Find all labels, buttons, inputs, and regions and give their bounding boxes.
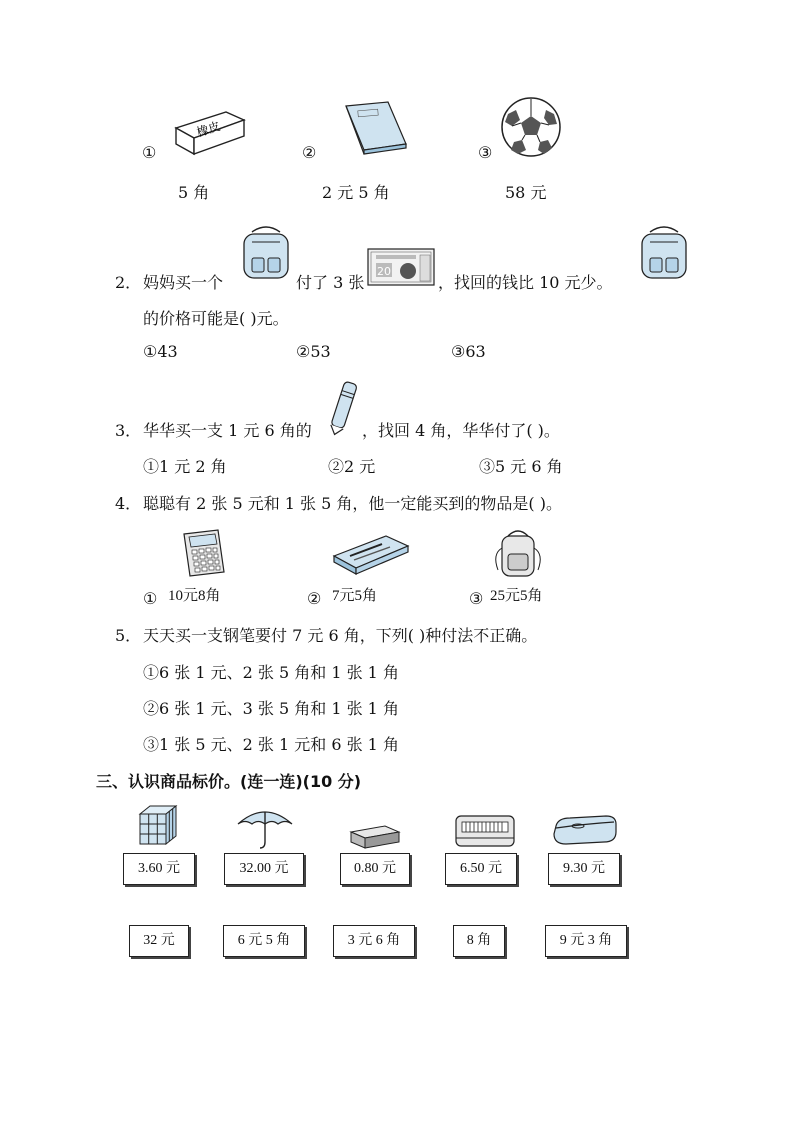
q5-text: 天天买一支钢笔要付 7 元 6 角，下列( )种付法不正确。: [143, 626, 538, 645]
q3-number: 3．: [115, 421, 142, 440]
q3-option-1: ①1 元 2 角: [143, 457, 227, 476]
q4-number: 4．: [115, 494, 142, 513]
q5-number: 5．: [115, 626, 142, 645]
q3-option-3: ③5 元 6 角: [479, 457, 563, 476]
backpack-icon-2: [636, 222, 692, 282]
soccer-ball-icon: [500, 96, 562, 158]
umbrella-icon: [234, 802, 296, 850]
q2-text-a: 妈妈买一个: [143, 273, 224, 292]
q2-text-c: ，找回的钱比 10 元少。: [438, 273, 613, 292]
banknote-icon: [366, 245, 438, 289]
q5-option-2: ②6 张 1 元、3 张 5 角和 1 张 1 角: [143, 699, 399, 718]
eraser-label: 橡皮: [194, 118, 223, 140]
upper-price-box-2[interactable]: 32.00 元: [224, 853, 304, 885]
q3-option-2: ②2 元: [328, 457, 376, 476]
q2-option-3: ③63: [451, 342, 486, 361]
calculator-icon: [182, 528, 226, 578]
eraser-box-icon: [347, 822, 403, 852]
pen-icon: [326, 376, 362, 438]
q4-mark-3: ③: [469, 589, 484, 608]
q1-price-1: 5 角: [178, 183, 210, 202]
q2-option-2: ②53: [296, 342, 331, 361]
q4-price-2: 7元5角: [332, 588, 378, 604]
pencil-box-icon: [452, 810, 518, 852]
eraser-icon: [172, 106, 248, 158]
upper-price-box-1[interactable]: 3.60 元: [123, 853, 195, 885]
upper-price-box-5[interactable]: 9.30 元: [548, 853, 620, 885]
lower-price-box-1[interactable]: 32 元: [129, 925, 189, 957]
q1-mark-3: ③: [478, 143, 493, 162]
q2-text-line2: 的价格可能是( )元。: [143, 309, 289, 328]
upper-price-box-4[interactable]: 6.50 元: [445, 853, 517, 885]
lower-price-box-2[interactable]: 6 元 5 角: [223, 925, 305, 957]
backpack-icon: [238, 222, 294, 282]
q2-number: 2．: [115, 273, 142, 292]
q2-option-1: ①43: [143, 342, 178, 361]
q4-price-1: 10元8角: [168, 588, 221, 604]
lower-price-box-3[interactable]: 3 元 6 角: [333, 925, 415, 957]
q4-mark-2: ②: [307, 589, 322, 608]
q4-price-3: 25元5角: [490, 588, 543, 604]
banknote-value: 20: [377, 265, 391, 278]
notebook-icon: [340, 100, 410, 156]
q1-price-2: 2 元 5 角: [322, 183, 390, 202]
q1-mark-2: ②: [302, 143, 317, 162]
q2-text-b: 付了 3 张: [296, 273, 365, 292]
section3-title: 三、认识商品标价。(连一连)(10 分): [96, 772, 362, 791]
q3-text-b: ，找回 4 角，华华付了( )。: [362, 421, 560, 440]
q5-option-1: ①6 张 1 元、2 张 5 角和 1 张 1 角: [143, 663, 399, 682]
rubiks-cube-icon: [136, 804, 180, 848]
lower-price-box-4[interactable]: 8 角: [453, 925, 505, 957]
q1-price-3: 58 元: [505, 183, 547, 202]
lower-price-box-5[interactable]: 9 元 3 角: [545, 925, 627, 957]
q5-option-3: ③1 张 5 元、2 张 1 元和 6 张 1 角: [143, 735, 399, 754]
q4-text: 聪聪有 2 张 5 元和 1 张 5 角，他一定能买到的物品是( )。: [143, 494, 562, 513]
q3-text-a: 华华买一支 1 元 6 角的: [143, 421, 312, 440]
pencil-case-icon: [330, 530, 410, 576]
q1-mark-1: ①: [142, 143, 157, 162]
q4-mark-1: ①: [143, 589, 158, 608]
upper-price-box-3[interactable]: 0.80 元: [340, 853, 410, 885]
school-bag-icon: [490, 524, 546, 580]
pencil-pouch-icon: [550, 812, 620, 848]
